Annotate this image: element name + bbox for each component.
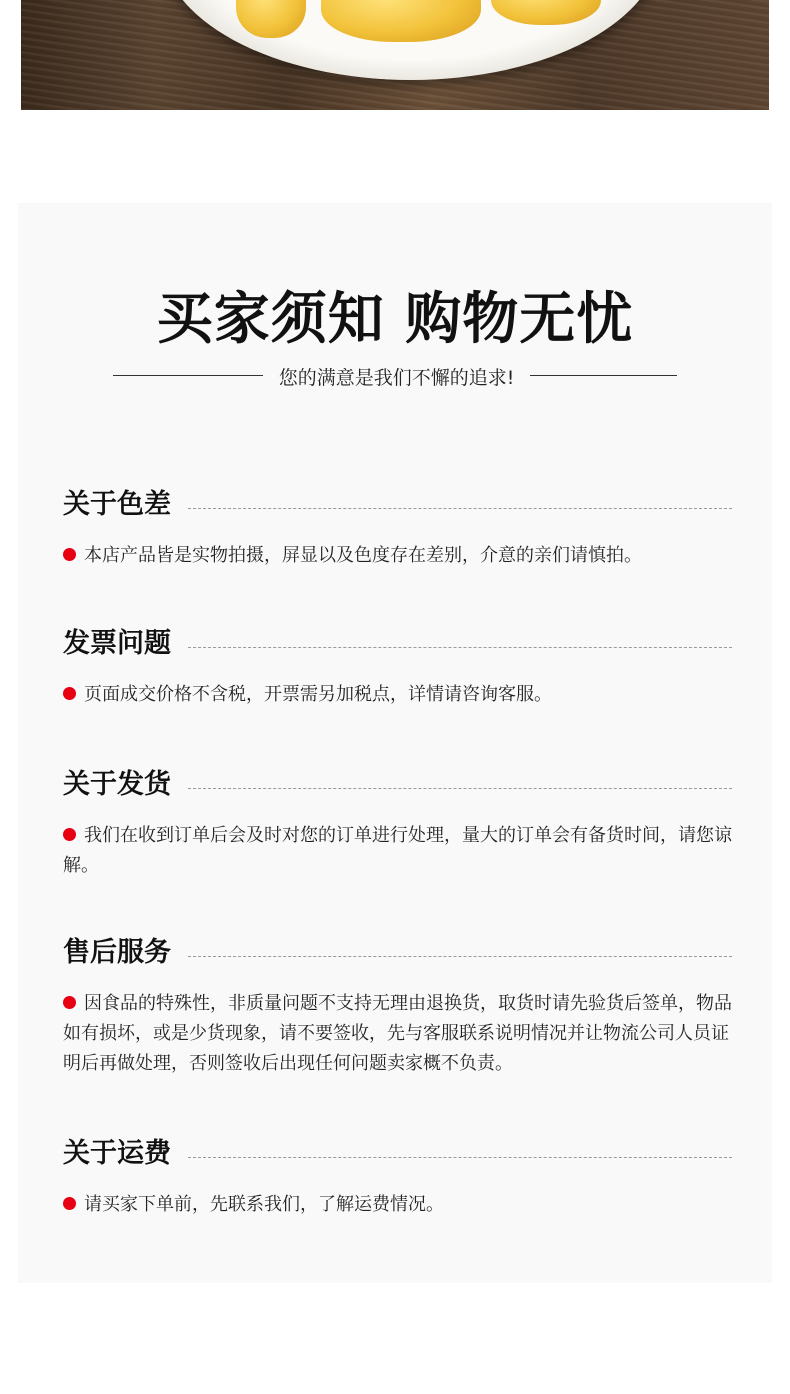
section-text: 我们在收到订单后会及时对您的订单进行处理，量大的订单会有备货时间，请您谅解。 xyxy=(63,825,732,876)
section-body xyxy=(63,1190,732,1220)
notice-section-invoice xyxy=(63,621,732,710)
food-on-plate-photo xyxy=(21,0,769,110)
section-body xyxy=(63,541,732,571)
red-dot-icon xyxy=(63,828,76,841)
page-title: 买家须知 购物无忧 xyxy=(156,287,634,352)
dashed-divider xyxy=(188,956,732,957)
section-text: 页面成交价格不含税，开票需另加税点，详情请咨询客服。 xyxy=(84,684,552,705)
section-title: 发票问题 xyxy=(63,628,171,659)
notice-section-shipping xyxy=(63,762,732,881)
dashed-divider xyxy=(188,1157,732,1158)
section-text: 请买家下单前，先联系我们，了解运费情况。 xyxy=(84,1194,444,1215)
red-dot-icon xyxy=(63,548,76,561)
red-dot-icon xyxy=(63,687,76,700)
section-title: 关于色差 xyxy=(63,489,171,520)
dashed-divider xyxy=(188,508,732,509)
section-title: 关于发货 xyxy=(63,769,171,800)
section-text: 因食品的特殊性，非质量问题不支持无理由退换货，取货时请先验货后签单，物品如有损坏，或是少货现象，请不要签收，先与客服联系说明情况并让物流公司人员证明后再做处理，否则签收后出现任何问题卖家概不负责。 xyxy=(63,993,732,1074)
section-body xyxy=(63,989,732,1079)
notice-section-after-sales xyxy=(63,930,732,1079)
section-text: 本店产品皆是实物拍摄，屏显以及色度存在差别，介意的亲们请慎拍。 xyxy=(84,545,642,566)
buyer-notice-card xyxy=(18,203,772,1283)
notice-section-color-difference xyxy=(63,482,732,571)
notice-section-shipping-fee xyxy=(63,1131,732,1220)
red-dot-icon xyxy=(63,1197,76,1210)
section-title: 关于运费 xyxy=(63,1138,171,1169)
section-body xyxy=(63,821,732,881)
dashed-divider xyxy=(188,788,732,789)
dashed-divider xyxy=(188,647,732,648)
section-body xyxy=(63,680,732,710)
subtitle-row xyxy=(18,361,772,391)
divider-left xyxy=(113,375,263,376)
red-dot-icon xyxy=(63,996,76,1009)
subtitle: 您的满意是我们不懈的追求! xyxy=(278,367,515,389)
section-title: 售后服务 xyxy=(63,937,171,968)
divider-right xyxy=(530,375,677,376)
